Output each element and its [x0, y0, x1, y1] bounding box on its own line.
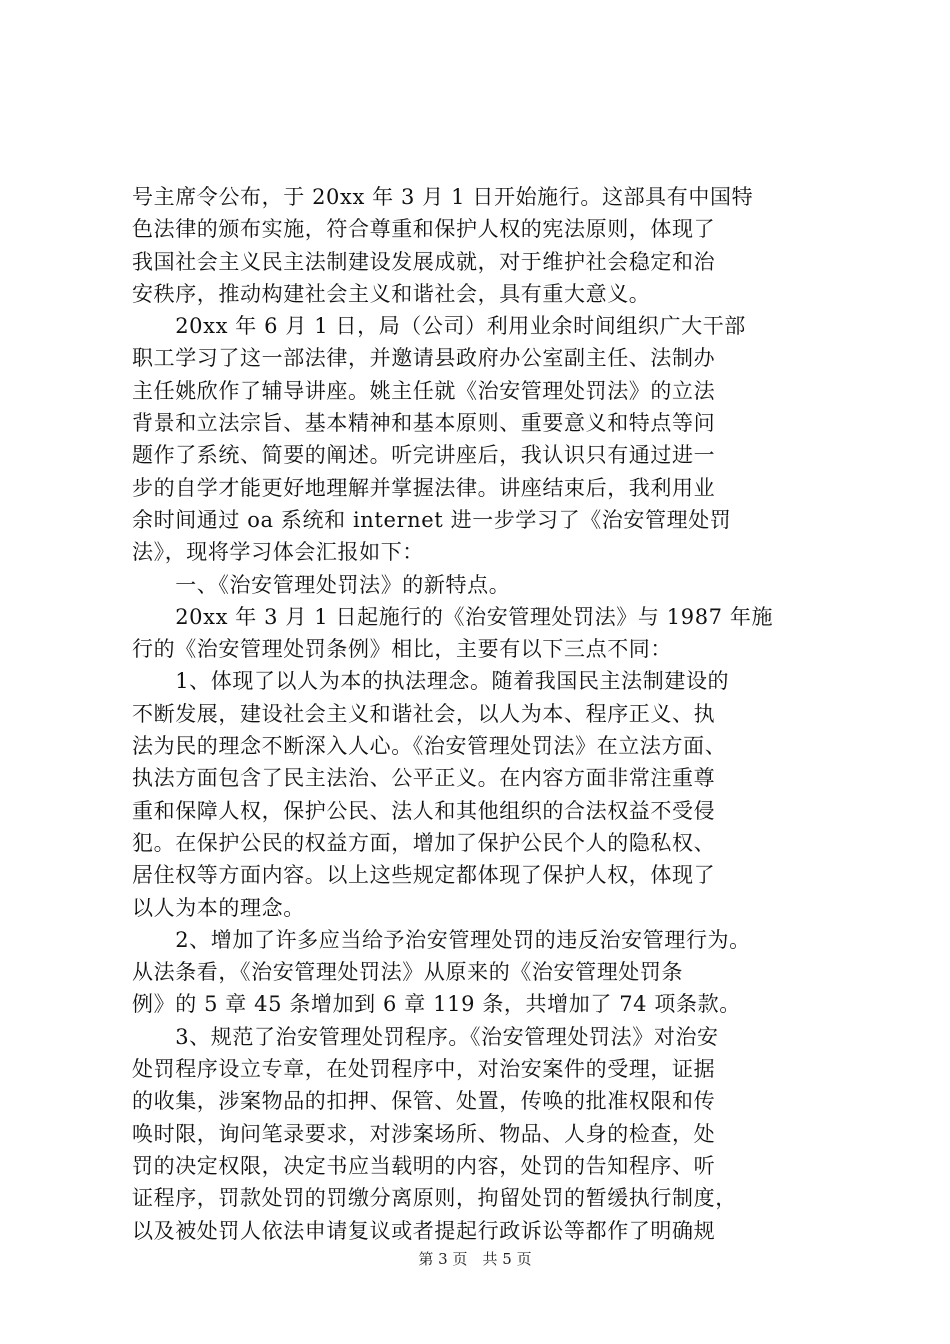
text-line: 3、规范了治安管理处罚程序。《治安管理处罚法》对治安 [132, 1024, 719, 1049]
text-line: 步的自学才能更好地理解并掌握法律。讲座结束后，我利用业 [132, 475, 716, 500]
text-line: 居住权等方面内容。以上这些规定都体现了保护人权，体现了 [132, 863, 716, 888]
page-footer: 第 3 页 共 5 页 [418, 1250, 532, 1268]
text-line: 20xx 年 3 月 1 日起施行的《治安管理处罚法》与 1987 年施 [132, 604, 774, 629]
text-line: 主任姚欣作了辅导讲座。姚主任就《治安管理处罚法》的立法 [132, 378, 716, 403]
text-line: 以人为本的理念。 [132, 895, 305, 920]
text-line: 余时间通过 oa 系统和 internet 进一步学习了《治安管理处罚 [132, 507, 732, 532]
text-line: 我国社会主义民主法制建设发展成就，对于维护社会稳定和治 [132, 249, 716, 274]
text-line: 一、《治安管理处罚法》的新特点。 [132, 572, 511, 597]
text-line: 法为民的理念不断深入人心。《治安管理处罚法》在立法方面、 [132, 734, 727, 759]
text-line: 2、增加了许多应当给予治安管理处罚的违反治安管理行为。 [132, 927, 751, 952]
text-line: 题作了系统、简要的阐述。听完讲座后，我认识只有通过进一 [132, 443, 716, 468]
text-line: 以及被处罚人依法申请复议或者提起行政诉讼等都作了明确规 [132, 1218, 716, 1243]
text-line: 背景和立法宗旨、基本精神和基本原则、重要意义和特点等问 [132, 411, 716, 436]
text-line: 色法律的颁布实施，符合尊重和保护人权的宪法原则，体现了 [132, 217, 716, 242]
text-line: 执法方面包含了民主法治、公平正义。在内容方面非常注重尊 [132, 766, 716, 791]
text-line: 犯。在保护公民的权益方面，增加了保护公民个人的隐私权、 [132, 830, 716, 855]
text-line: 职工学习了这一部法律，并邀请县政府办公室副主任、法制办 [132, 346, 716, 371]
text-line: 法》，现将学习体会汇报如下： [132, 540, 424, 565]
text-line: 行的《治安管理处罚条例》相比，主要有以下三点不同： [132, 637, 672, 662]
text-line: 唤时限，询问笔录要求，对涉案场所、物品、人身的检查，处 [132, 1121, 716, 1146]
text-line: 处罚程序设立专章，在处罚程序中，对治安案件的受理，证据 [132, 1057, 716, 1082]
body-text [132, 181, 832, 1247]
text-line: 从法条看，《治安管理处罚法》从原来的《治安管理处罚条 [132, 960, 684, 985]
text-line: 号主席令公布，于 20xx 年 3 月 1 日开始施行。这部具有中国特 [132, 185, 754, 209]
text-line: 罚的决定权限，决定书应当载明的内容，处罚的告知程序、听 [132, 1153, 716, 1178]
text-line: 安秩序，推动构建社会主义和谐社会，具有重大意义。 [132, 281, 651, 306]
text-line: 例》的 5 章 45 条增加到 6 章 119 条，共增加了 74 项条款。 [132, 992, 741, 1017]
text-line: 不断发展，建设社会主义和谐社会，以人为本、程序正义、执 [132, 701, 716, 726]
text-line: 20xx 年 6 月 1 日，局（公司）利用业余时间组织广大干部 [132, 314, 746, 339]
text-line: 重和保障人权，保护公民、法人和其他组织的合法权益不受侵 [132, 798, 716, 823]
text-line: 1、体现了以人为本的执法理念。随着我国民主法制建设的 [132, 669, 730, 694]
text-line: 证程序，罚款处罚的罚缴分离原则，拘留处罚的暂缓执行制度， [132, 1186, 737, 1211]
text-line: 的收集，涉案物品的扣押、保管、处置，传唤的批准权限和传 [132, 1089, 716, 1114]
